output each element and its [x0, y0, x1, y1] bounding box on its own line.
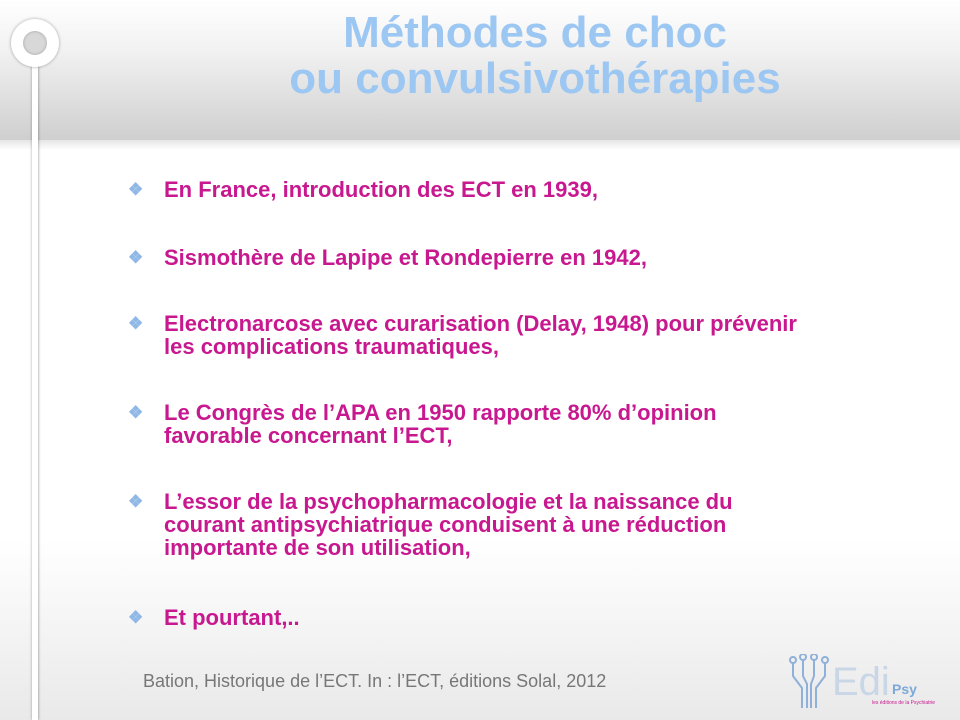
bullet-text-2	[164, 246, 948, 269]
bullet-item-6	[128, 606, 948, 629]
bullet-text-1	[164, 178, 948, 201]
bullet-line: courant antipsychiatrique conduisent à une réduction	[164, 512, 727, 537]
bullet-text-3	[164, 312, 948, 358]
bullet-line: Sismothère de Lapipe et Rondepierre en 1942,	[164, 245, 647, 270]
diamond-bullet-icon: ❖	[128, 314, 144, 333]
diamond-bullet-icon: ❖	[128, 492, 144, 511]
bullet-line: Et pourtant,..	[164, 605, 300, 630]
header-shadow	[0, 140, 960, 150]
bullet-line: Electronarcose avec curarisation (Delay, 1948) pour prévenir	[164, 311, 797, 336]
bullet-line: L’essor de la psychopharmacologie et la naissance du	[164, 489, 733, 514]
bullet-line: importante de son utilisation,	[164, 535, 471, 560]
diamond-bullet-icon: ❖	[128, 180, 144, 199]
ring-hole	[23, 31, 47, 55]
title-line-1: Méthodes de choc	[343, 8, 727, 57]
logo-word: Edi	[832, 660, 890, 704]
bullet-text-4	[164, 401, 948, 447]
bullet-text-6	[164, 606, 948, 629]
circuit-icon	[788, 654, 832, 710]
ring-icon	[11, 19, 59, 67]
edipsy-logo	[788, 654, 948, 716]
bullet-line: les complications traumatiques,	[164, 334, 499, 359]
logo-tagline: les éditions de la Psychiatrie	[872, 700, 936, 706]
bullet-line: En France, introduction des ECT en 1939,	[164, 177, 598, 202]
logo-suffix: Psy	[892, 681, 917, 697]
title-line-2: ou convulsivothérapies	[289, 54, 781, 103]
citation: Bation, Historique de l’ECT. In : l’ECT, éditions Solal, 2012	[143, 671, 607, 691]
decorative-rod	[32, 64, 38, 720]
diamond-bullet-icon: ❖	[128, 403, 144, 422]
bullet-item-4	[128, 401, 948, 447]
bullet-text-5	[164, 490, 948, 559]
slide-title	[140, 10, 930, 102]
bullet-line: favorable concernant l’ECT,	[164, 423, 453, 448]
bullet-item-5	[128, 490, 948, 559]
bullet-item-3	[128, 312, 948, 358]
bullet-item-2	[128, 246, 948, 269]
diamond-bullet-icon: ❖	[128, 608, 144, 627]
bullet-item-1	[128, 178, 948, 201]
diamond-bullet-icon: ❖	[128, 248, 144, 267]
bullet-line: Le Congrès de l’APA en 1950 rapporte 80% d’opinion	[164, 400, 717, 425]
